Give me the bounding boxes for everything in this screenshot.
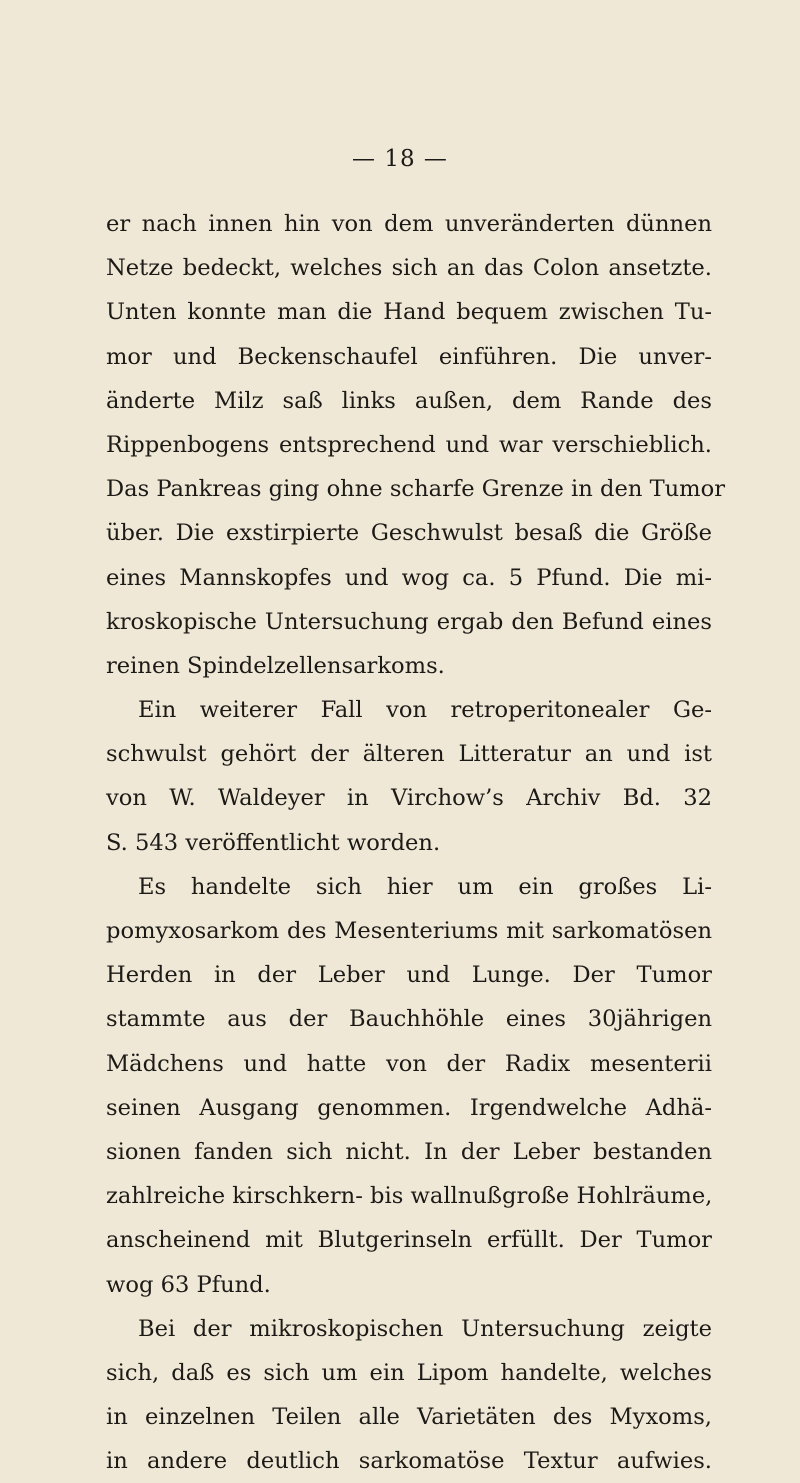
text-line: anscheinend mit Blutgerinseln erfüllt. Der Tumor xyxy=(106,1227,712,1254)
text-line: Netze bedeckt, welches sich an das Colon ansetzte. xyxy=(106,255,712,282)
text-line: Das Pankreas ging ohne scharfe Grenze in den Tumor xyxy=(106,476,726,503)
body-text xyxy=(106,202,726,1483)
text-line: in einzelnen Teilen alle Varietäten des Myxoms, xyxy=(106,1404,712,1431)
text-line: eines Mannskopfes und wog ca. 5 Pfund. Die mi- xyxy=(106,564,712,591)
text-line: seinen Ausgang genommen. Irgendwelche Adhä- xyxy=(106,1094,712,1121)
text-line: Mädchens und hatte von der Radix mesenterii xyxy=(106,1050,712,1077)
text-line: Ein weiterer Fall von retroperitonealer Ge- xyxy=(138,697,712,724)
text-line: reinen Spindelzellensarkoms. xyxy=(106,652,445,679)
text-line: stammte aus der Bauchhöhle eines 30jährigen xyxy=(106,1006,712,1033)
text-line: schwulst gehört der älteren Litteratur an und ist xyxy=(106,741,712,768)
text-line: mor und Beckenschaufel einführen. Die unver- xyxy=(106,343,712,370)
text-line: in andere deutlich sarkomatöse Textur aufwies. xyxy=(106,1448,712,1475)
page-number: — 18 — xyxy=(352,146,448,172)
text-line: sich, daß es sich um ein Lipom handelte, welches xyxy=(106,1359,712,1386)
text-line: änderte Milz saß links außen, dem Rande des xyxy=(106,387,712,414)
text-line: sionen fanden sich nicht. In der Leber bestanden xyxy=(106,1138,712,1165)
text-line: wog 63 Pfund. xyxy=(106,1271,271,1298)
text-line: Es handelte sich hier um ein großes Li- xyxy=(138,873,712,900)
text-line: pomyxosarkom des Mesenteriums mit sarkomatösen xyxy=(106,918,712,944)
text-line: Rippenbogens entsprechend und war verschieblich. xyxy=(106,431,712,458)
text-line: von W. Waldeyer in Virchow’s Archiv Bd. 32 xyxy=(106,785,712,812)
text-line: Herden in der Leber und Lunge. Der Tumor xyxy=(106,962,712,989)
text-line: S. 543 veröffentlicht worden. xyxy=(106,829,441,856)
text-line: er nach innen hin von dem unveränderten dünnen xyxy=(106,211,712,237)
text-line: zahlreiche kirschkern- bis wallnußgroße Hohlräume, xyxy=(106,1183,713,1210)
text-line: kroskopische Untersuchung ergab den Befund eines xyxy=(106,608,712,635)
text-line: Bei der mikroskopischen Untersuchung zeigte xyxy=(138,1315,712,1342)
text-line: Unten konnte man die Hand bequem zwischen Tu- xyxy=(106,299,712,326)
text-line: über. Die exstirpierte Geschwulst besaß die Größe xyxy=(106,520,712,547)
